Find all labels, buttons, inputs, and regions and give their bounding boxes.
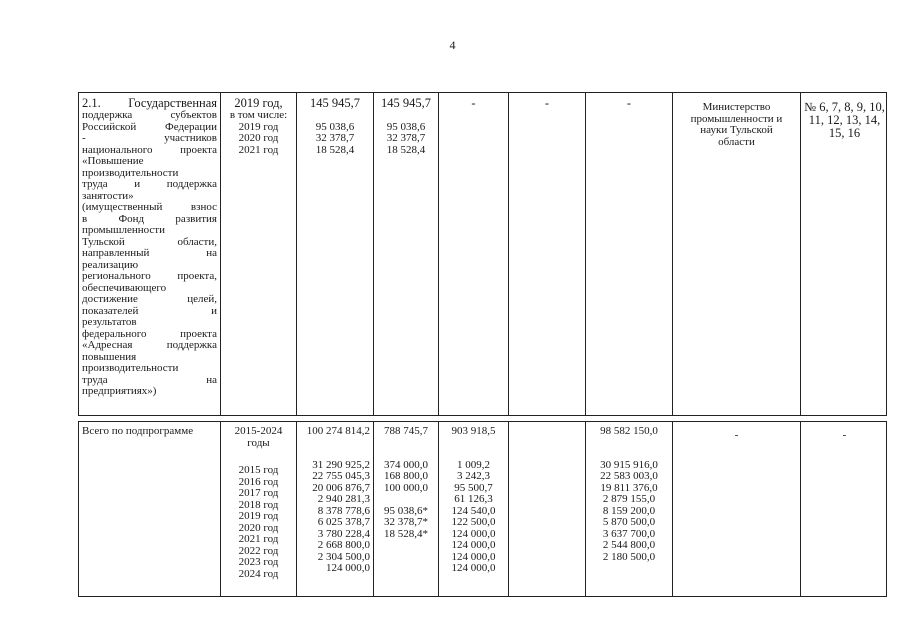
- total-2019: 95 038,6: [315, 120, 355, 133]
- total-funding: 145 945,7: [310, 96, 360, 110]
- total-value: 31 290 925,2: [312, 458, 370, 471]
- description-line: поддержка субъектов: [82, 109, 217, 121]
- federal-value: 374 000,0: [384, 458, 428, 471]
- local-funding: -: [544, 96, 550, 110]
- total-value: 6 025 378,7: [317, 516, 370, 528]
- total-value: 22 755 045,3: [312, 470, 370, 482]
- extrabudgetary-value: 19 811 376,0: [600, 481, 658, 494]
- regional-value: 124 000,0: [451, 550, 496, 563]
- executor-line: Министерство: [702, 101, 771, 113]
- total-values-list: [300, 460, 370, 575]
- total-value: 2 940 281,3: [317, 493, 370, 505]
- regional-value: 124 000,0: [451, 527, 496, 540]
- description-line: производительности: [82, 166, 179, 179]
- extrabudgetary-funding-cell: [586, 93, 673, 415]
- regional-funding-cell: [439, 422, 509, 596]
- federal-value: [377, 552, 435, 564]
- regional-value: 122 500,0: [451, 516, 496, 528]
- year-label: 2023 год: [238, 556, 279, 568]
- page-number: 4: [449, 38, 456, 52]
- total-value: 124 000,0: [326, 562, 370, 574]
- description-line: результатов: [82, 316, 137, 328]
- description-line: занятости»: [82, 189, 134, 202]
- year-label: 2022 год: [238, 544, 279, 557]
- indicators-line: 15, 16: [828, 126, 861, 140]
- indicators-cell: [801, 422, 888, 596]
- period-header: 2019 год,: [234, 96, 283, 110]
- description-line: предприятиях»): [82, 385, 157, 397]
- period-cell: [221, 422, 297, 596]
- regional-value: 124 000,0: [451, 562, 496, 574]
- federal-value: 32 378,7*: [384, 516, 428, 528]
- indicators-line: № 6, 7, 8, 9, 10,: [804, 100, 885, 114]
- description-line: направленный на: [82, 247, 217, 259]
- indicators-dash: -: [842, 429, 847, 441]
- executor-line: промышленности и: [690, 112, 783, 125]
- description-line: реализацию: [82, 258, 139, 271]
- federal-value: [377, 563, 435, 575]
- period-cell: [221, 93, 297, 415]
- executor-cell: [673, 93, 801, 415]
- description-line: обеспечивающего: [82, 281, 167, 294]
- year-label: 2019 год: [238, 510, 279, 522]
- year-label: 2020 год: [238, 521, 279, 534]
- federal-funding: 145 945,7: [381, 96, 431, 110]
- description-line: федерального проекта: [82, 327, 217, 340]
- description-line: регионального проекта,: [82, 270, 217, 282]
- description-line: производительности: [82, 362, 179, 374]
- total-2020: 32 378,7: [315, 132, 355, 144]
- subprogram-label: Всего по подпрограмме: [82, 425, 194, 437]
- year-label: 2017 год: [238, 487, 279, 499]
- description-line: «Адресная поддержка: [82, 339, 217, 351]
- local-funding-cell: [509, 422, 586, 596]
- measure-description: [82, 97, 217, 398]
- extrabudgetary-value: 2 180 500,0: [602, 550, 656, 563]
- regional-values-list: [442, 460, 505, 575]
- year-label: 2021 год: [238, 533, 279, 545]
- year-2021: 2021 год: [238, 143, 279, 156]
- executor-cell: [673, 422, 801, 596]
- indicators-line: 11, 12, 13, 14,: [808, 113, 881, 127]
- description-line: показателей и: [82, 304, 217, 317]
- year-label: 2024 год: [238, 567, 279, 580]
- regional-value: 95 500,7: [454, 481, 493, 494]
- total-value: 2 304 500,0: [317, 550, 370, 563]
- period-header-sub: годы: [247, 436, 270, 449]
- federal-value: [377, 540, 435, 552]
- description-line: (имущественный взнос: [82, 201, 217, 213]
- extrabudgetary-funding: -: [626, 96, 632, 110]
- description-line: - участников: [82, 132, 217, 144]
- federal-value: 18 528,4*: [384, 527, 428, 540]
- period-sub: в том числе:: [229, 109, 288, 121]
- subprogram-label-cell: [79, 422, 221, 596]
- extrabudgetary-value: 30 915 916,0: [600, 458, 658, 471]
- description-line: повышения: [82, 350, 137, 363]
- year-label: 2015 год: [238, 464, 279, 476]
- federal-values-list: [377, 460, 435, 575]
- description-line: «Повышение: [82, 155, 144, 167]
- federal-value: 95 038,6*: [384, 504, 428, 517]
- extrabudgetary-value: 2 544 800,0: [602, 539, 656, 551]
- executor-dash: -: [734, 429, 739, 441]
- description-line: достижение целей,: [82, 293, 217, 305]
- description-line: Российской Федерации: [82, 120, 217, 133]
- description-line: труда и поддержка: [82, 178, 217, 190]
- federal-funding-cell: [374, 93, 439, 415]
- extrabudgetary-value: 3 637 700,0: [602, 527, 656, 540]
- federal-funding-cell: [374, 422, 439, 596]
- extrabudgetary-funding: 98 582 150,0: [600, 425, 658, 437]
- regional-funding-cell: [439, 93, 509, 415]
- description-line: Тульской области,: [82, 235, 217, 248]
- extrabudgetary-value: 8 159 200,0: [602, 504, 656, 517]
- extrabudgetary-value: 2 879 155,0: [602, 493, 656, 505]
- executor-line: науки Тульской: [700, 124, 773, 136]
- regional-value: 124 000,0: [451, 539, 496, 551]
- total-value: 8 378 778,6: [317, 504, 370, 517]
- regional-value: 124 540,0: [451, 504, 496, 517]
- table-row-2-1: [78, 92, 887, 416]
- regional-value: 61 126,3: [454, 493, 493, 505]
- extrabudgetary-value: [589, 563, 669, 575]
- measure-description-cell: [79, 93, 221, 415]
- years-list: [224, 465, 293, 580]
- extrabudgetary-value: 5 870 500,0: [602, 516, 656, 528]
- federal-funding: 788 745,7: [384, 425, 428, 437]
- federal-2020: 32 378,7: [386, 132, 426, 144]
- federal-value: 100 000,0: [384, 481, 428, 494]
- description-line: 2.1. Государственная: [82, 96, 217, 110]
- federal-2021: 18 528,4: [386, 143, 426, 156]
- total-funding-cell: [297, 422, 374, 596]
- total-2021: 18 528,4: [315, 143, 355, 156]
- description-line: в Фонд развития: [82, 212, 217, 225]
- federal-value: [377, 494, 435, 506]
- total-funding: 100 274 814,2: [306, 425, 370, 437]
- year-label: 2016 год: [238, 475, 279, 488]
- federal-2019: 95 038,6: [386, 120, 426, 133]
- year-label: 2018 год: [238, 498, 279, 511]
- year-2019: 2019 год: [238, 120, 279, 133]
- total-value: 3 780 228,4: [317, 527, 370, 540]
- description-line: национального проекта: [82, 143, 217, 156]
- table-row-subprogram-total: [78, 421, 887, 597]
- period-header: 2015-2024: [234, 425, 283, 437]
- regional-value: 1 009,2: [457, 458, 490, 471]
- description-line: труда на: [82, 373, 217, 386]
- regional-funding: -: [471, 96, 476, 110]
- total-value: 20 006 876,7: [312, 481, 370, 494]
- executor-line: области: [718, 135, 755, 148]
- regional-funding: 903 918,5: [451, 425, 496, 437]
- regional-value: 3 242,3: [457, 470, 490, 482]
- federal-value: 168 800,0: [384, 470, 428, 482]
- extrabudgetary-value: 22 583 003,0: [600, 470, 658, 482]
- year-2020: 2020 год: [238, 132, 279, 144]
- description-line: промышленности: [82, 224, 165, 236]
- indicators-cell: [801, 93, 888, 415]
- total-value: 2 668 800,0: [317, 539, 370, 551]
- extrabudgetary-funding-cell: [586, 422, 673, 596]
- local-funding-cell: [509, 93, 586, 415]
- extrabudgetary-values-list: [589, 460, 669, 575]
- total-funding-cell: [297, 93, 374, 415]
